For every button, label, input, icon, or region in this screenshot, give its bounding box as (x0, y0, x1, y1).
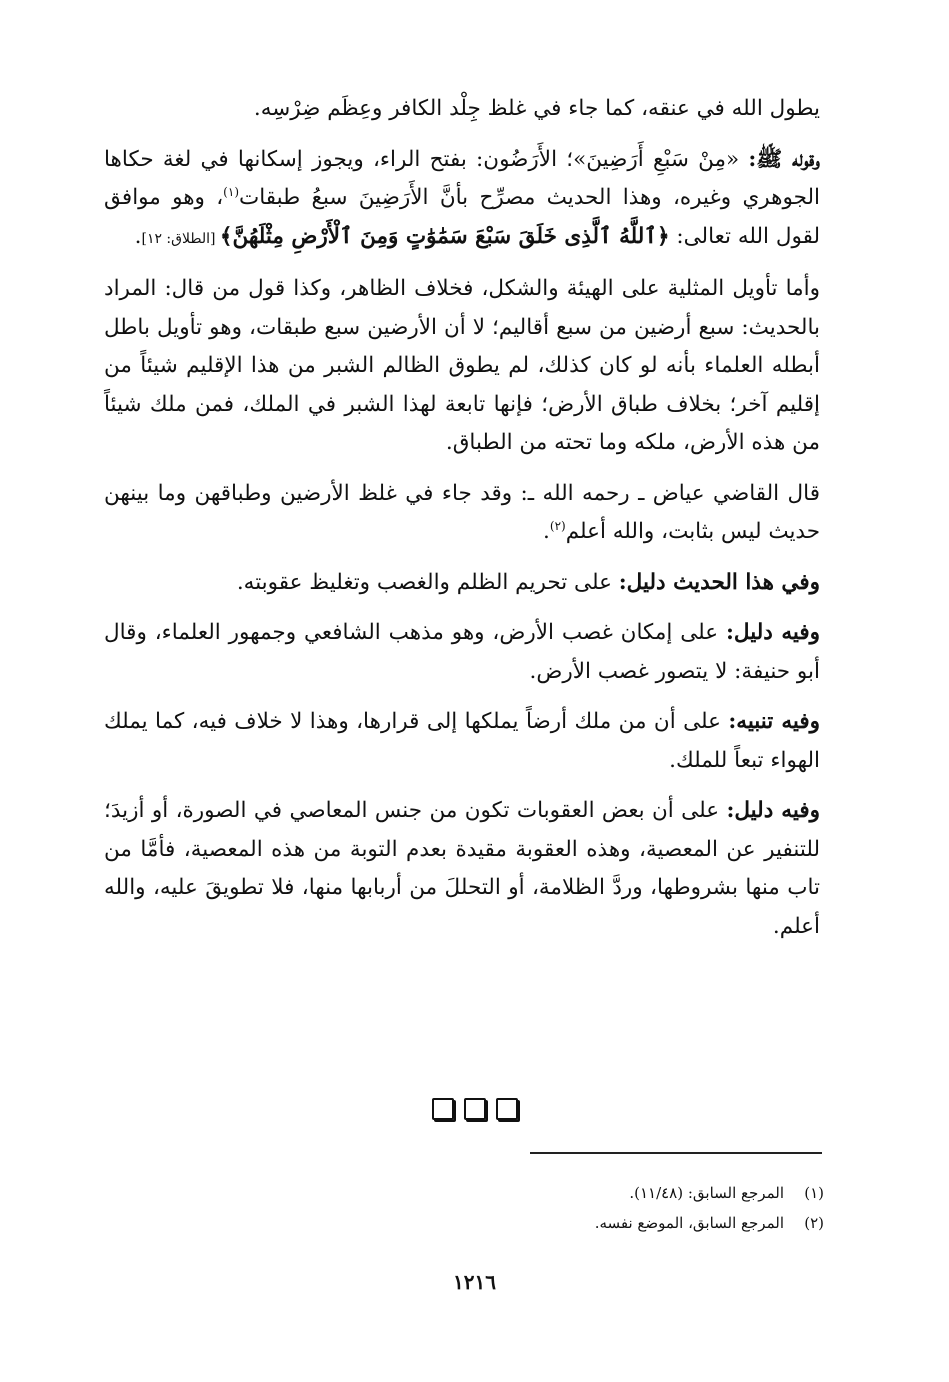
paragraph-end: . (134, 223, 142, 249)
ornament-square-icon (464, 1098, 486, 1120)
paragraph-text: على أن بعض العقوبات تكون من جنس المعاصي في الصورة، أو أزيدَ؛ للتنفير عن المعصية، وهذه العقوبة مقيدة بعدم التوبة من هذه المعصية، فأمَّا من تاب منها بشروطها، وردَّ الظلامة، أو التحللَ من أربابها منها، فلا تطويقَ عليه، والله أعلم. (104, 798, 820, 939)
paragraph-5 (104, 564, 820, 603)
paragraph-text: وأما تأويل المثلية على الهيئة والشكل، فخلاف الظاهر، وكذا قول من قال: المراد بالحديث: سبع أرضين من سبع أقاليم؛ لا أن الأرضين سبع طبقات، وهو تأويل باطل أبطله العلماء بأنه لو كان كذلك، لم يطوق الظالم الشبر من هذا الإقليم شيئاً من إقليم آخر؛ بخلاف طباق الأرض؛ فإنها تابعة لهذا الشبر في الملك، فمن ملك شيئاً من هذه الأرض، ملكه وما تحته من الطباق. (104, 276, 820, 455)
paragraph-lead: وفي هذا الحديث دليل: (618, 569, 820, 595)
paragraph-text: على تحريم الظلم والغصب وتغليظ عقوبته. (236, 569, 619, 595)
footnote-1 (424, 1178, 824, 1208)
footnote-2 (424, 1208, 824, 1238)
footnotes (424, 1178, 824, 1238)
footnote-number: (١) (804, 1184, 824, 1202)
paragraph-8 (104, 792, 820, 946)
footnote-text: المرجع السابق: (١١/٤٨). (629, 1184, 784, 1202)
footnote-ref-2[interactable]: (٢) (549, 518, 566, 533)
ornament-square-icon (496, 1098, 518, 1120)
paragraph-7 (104, 703, 820, 780)
paragraph-lead: وفيه تنبيه: (728, 709, 820, 734)
paragraph-text: «مِنْ سَبْعِ أَرَضِينَ»؛ الأَرَضُون: بفتح الراء، ويجوز إسكانها في لغة حكاها الجوهري وغيره، وهذا الحديث مصرِّح بأنَّ الأَرَضِينَ سبعُ طبقات (104, 146, 820, 210)
paragraph-6 (104, 614, 820, 691)
paragraph-1 (104, 90, 820, 129)
paragraph-text: على أن من ملك أرضاً يملكها إلى قرارها، وهذا لا خلاف فيه، كما يملك الهواء تبعاً للملك. (104, 709, 820, 773)
ornament-square-icon (432, 1098, 454, 1120)
paragraph-lead: وفيه دليل: (726, 798, 820, 823)
paragraph-text: على إمكان غصب الأرض، وهو مذهب الشافعي وجمهور العلماء، وقال أبو حنيفة: لا يتصور غصب الأرض. (104, 620, 820, 684)
footnote-divider (530, 1152, 822, 1154)
paragraph-text-cont: ، وهو موافق لقول الله تعالى: (104, 185, 820, 249)
paragraph-text: يطول الله في عنقه، كما جاء في غلظ جِلْد الكافر وعِظَم ضِرْسِه. (253, 96, 820, 121)
paragraph-end: . (543, 519, 550, 544)
page-body (104, 90, 820, 958)
footnote-number: (٢) (804, 1214, 824, 1232)
verse-reference: [الطلاق: ١٢] (141, 230, 220, 247)
paragraph-3 (104, 270, 820, 463)
quran-verse: ﴿ٱللَّهُ ٱلَّذِى خَلَقَ سَبْعَ سَمَٰوَٰتٍ وَمِنَ ٱلْأَرْضِ مِثْلَهُنَّ﴾ (219, 223, 670, 249)
footnote-ref-1[interactable]: (١) (223, 184, 239, 199)
paragraph-lead: وقوله ﷺ: (748, 146, 820, 172)
page-number: ١٢١٦ (453, 1270, 496, 1294)
paragraph-2 (104, 141, 820, 259)
section-end-ornament (0, 1098, 949, 1124)
paragraph-text: قال القاضي عياض ـ رحمه الله ـ: وقد جاء في غلظ الأرضين وطباقهن وما بينهن حديث ليس بثابت، والله أعلم (104, 480, 820, 544)
paragraph-4 (104, 475, 820, 552)
footnote-text: المرجع السابق، الموضع نفسه. (594, 1214, 784, 1232)
paragraph-lead: وفيه دليل: (725, 620, 820, 645)
